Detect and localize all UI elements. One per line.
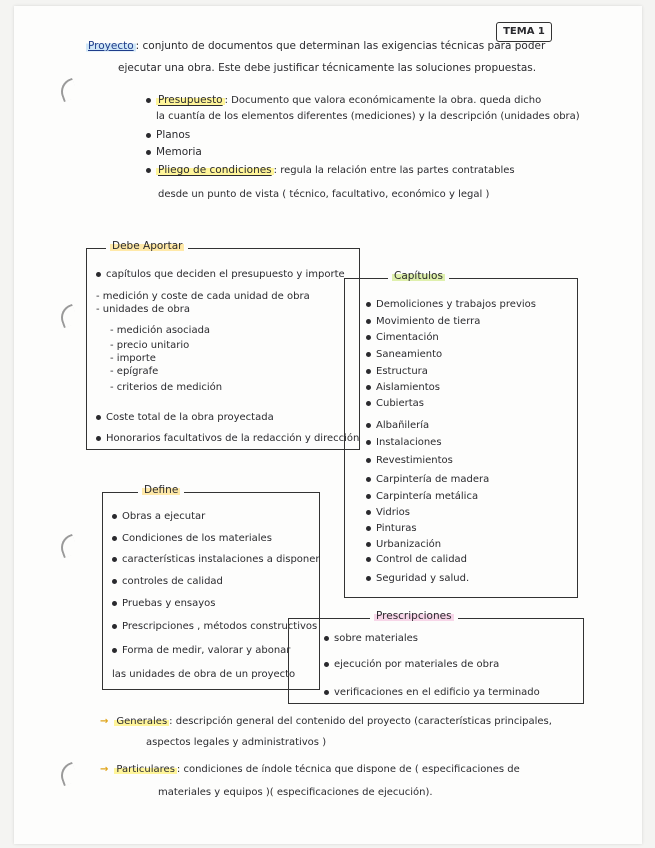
define-item xyxy=(112,553,320,566)
capitulo-label: Pinturas xyxy=(376,523,417,534)
presupuesto-definition: : Documento que valora económicamente la obra. queda dicho xyxy=(224,95,542,106)
ring-hole-mark xyxy=(57,534,79,558)
proyecto-definition: : conjunto de documentos que determinan las exigencias técnicas para poder xyxy=(135,40,546,52)
debe-aportar-item-2a: - medición y coste de cada unidad de obra xyxy=(96,291,310,302)
capitulo-item xyxy=(366,381,440,394)
prescripciones-title xyxy=(370,610,458,623)
memoria-item xyxy=(146,146,202,159)
capitulo-item xyxy=(366,506,410,519)
define-item xyxy=(112,575,223,588)
debe-aportar-subitem: - importe xyxy=(110,353,156,364)
presupuesto-term: Presupuesto xyxy=(158,94,223,106)
ring-hole-mark xyxy=(57,78,79,102)
capitulo-item xyxy=(366,522,417,535)
define-item-label: Obras a ejecutar xyxy=(122,511,206,522)
bullet-dot xyxy=(96,415,101,420)
bullet-dot xyxy=(366,576,371,581)
particulares-line-2: materiales y equipos )( especificaciones de ejecución). xyxy=(158,787,433,798)
bullet-dot xyxy=(112,557,117,562)
bullet-dot xyxy=(112,601,117,606)
bullet-dot xyxy=(96,436,101,441)
define-last-line: las unidades de obra de un proyecto xyxy=(112,669,296,680)
capitulo-label: Vidrios xyxy=(376,507,410,518)
capitulo-item xyxy=(366,348,442,361)
particulares-definition: : condiciones de índole técnica que dispone de ( especificaciones de xyxy=(176,764,520,775)
capitulo-label: Saneamiento xyxy=(376,349,443,360)
prescripcion-label: sobre materiales xyxy=(334,633,418,644)
define-item xyxy=(112,620,317,633)
debe-aportar-item-3 xyxy=(96,411,274,424)
capitulo-item xyxy=(366,436,442,449)
bullet-dot xyxy=(112,514,117,519)
capitulo-item xyxy=(366,490,478,503)
capitulos-title xyxy=(388,270,449,283)
pliego-item xyxy=(146,164,515,177)
pliego-definition: : regula la relación entre las partes contratables xyxy=(273,165,515,176)
bullet-dot xyxy=(366,526,371,531)
bullet-dot xyxy=(366,302,371,307)
notebook-page xyxy=(14,6,642,844)
memoria-label: Memoria xyxy=(156,146,202,158)
debe-aportar-title xyxy=(106,240,188,253)
bullet-dot xyxy=(324,636,329,641)
bullet-dot xyxy=(366,510,371,515)
define-title-text: Define xyxy=(144,484,179,496)
capitulo-label: Urbanización xyxy=(376,539,442,550)
capitulo-item xyxy=(366,365,428,378)
bullet-dot xyxy=(366,385,371,390)
pliego-line-2: desde un punto de vista ( técnico, facultativo, económico y legal ) xyxy=(158,189,490,200)
bullet-dot xyxy=(366,458,371,463)
topic-badge: TEMA 1 xyxy=(496,22,552,42)
bullet-dot xyxy=(366,369,371,374)
bullet-dot xyxy=(146,133,151,138)
prescripcion-item xyxy=(324,632,418,645)
define-item-label: controles de calidad xyxy=(122,576,223,587)
bullet-dot xyxy=(366,542,371,547)
generales-line-1 xyxy=(100,715,552,728)
proyecto-term: Proyecto xyxy=(88,40,134,52)
arrow-right-icon: → xyxy=(100,764,109,775)
planos-item xyxy=(146,129,190,142)
capitulo-item xyxy=(366,553,467,566)
define-item-label: Condiciones de los materiales xyxy=(122,533,272,544)
particulares-term: Particulares xyxy=(116,764,175,775)
debe-aportar-subitem: - precio unitario xyxy=(110,340,190,351)
debe-aportar-item-4 xyxy=(96,432,359,445)
generales-term: Generales xyxy=(116,716,168,727)
bullet-dot xyxy=(366,440,371,445)
generales-definition: : descripción general del contenido del proyecto (características principales, xyxy=(169,716,552,727)
bullet-dot xyxy=(366,494,371,499)
bullet-dot xyxy=(112,624,117,629)
capitulo-label: Seguridad y salud. xyxy=(376,573,470,584)
capitulo-label: Demoliciones y trabajos previos xyxy=(376,299,536,310)
capitulo-label: Aislamientos xyxy=(376,382,440,393)
debe-aportar-item-1-text: capítulos que deciden el presupuesto y importe xyxy=(106,269,345,280)
capitulo-label: Carpintería de madera xyxy=(376,474,490,485)
prescripcion-item xyxy=(324,658,499,671)
capitulo-item xyxy=(366,315,480,328)
presupuesto-line-2: la cuantía de los elementos diferentes (mediciones) y la descripción (unidades obra) xyxy=(156,111,580,122)
bullet-dot xyxy=(366,477,371,482)
capitulo-item xyxy=(366,298,536,311)
debe-aportar-subitem: - epígrafe xyxy=(110,366,159,377)
bullet-dot xyxy=(366,352,371,357)
proyecto-line-1 xyxy=(86,40,545,53)
define-item-label: Forma de medir, valorar y abonar xyxy=(122,645,291,656)
debe-aportar-item-2b: - unidades de obra xyxy=(96,304,190,315)
capitulo-label: Estructura xyxy=(376,366,428,377)
prescripcion-label: ejecución por materiales de obra xyxy=(334,659,500,670)
capitulo-item xyxy=(366,572,469,585)
bullet-dot xyxy=(366,557,371,562)
bullet-dot xyxy=(324,690,329,695)
bullet-dot xyxy=(96,272,101,277)
generales-line-2: aspectos legales y administrativos ) xyxy=(146,737,327,748)
pliego-term: Pliego de condiciones xyxy=(158,164,272,176)
capitulo-item xyxy=(366,473,489,486)
capitulo-item xyxy=(366,454,453,467)
ring-hole-mark xyxy=(57,762,79,786)
bullet-dot xyxy=(146,98,151,103)
define-item xyxy=(112,644,290,657)
prescripcion-label: verificaciones en el edificio ya terminado xyxy=(334,687,540,698)
capitulo-label: Cimentación xyxy=(376,332,439,343)
capitulo-label: Carpintería metálica xyxy=(376,491,479,502)
capitulo-item xyxy=(366,538,441,551)
bullet-dot xyxy=(366,335,371,340)
capitulo-label: Control de calidad xyxy=(376,554,468,565)
bullet-dot xyxy=(146,168,151,173)
capitulo-label: Instalaciones xyxy=(376,437,442,448)
bullet-dot xyxy=(366,423,371,428)
define-item-label: características instalaciones a disponer xyxy=(122,554,320,565)
bullet-dot xyxy=(112,579,117,584)
planos-label: Planos xyxy=(156,129,191,141)
capitulo-label: Cubiertas xyxy=(376,398,424,409)
debe-aportar-subitem: - medición asociada xyxy=(110,325,211,336)
bullet-dot xyxy=(112,536,117,541)
debe-aportar-item-4-text: Honorarios facultativos de la redacción y dirección xyxy=(106,433,360,444)
capitulo-item xyxy=(366,397,424,410)
presupuesto-item xyxy=(146,94,541,107)
debe-aportar-title-text: Debe Aportar xyxy=(112,240,183,252)
capitulo-label: Movimiento de tierra xyxy=(376,316,481,327)
debe-aportar-item-3-text: Coste total de la obra proyectada xyxy=(106,412,274,423)
define-item xyxy=(112,532,272,545)
define-item-label: Pruebas y ensayos xyxy=(122,598,216,609)
bullet-dot xyxy=(112,648,117,653)
capitulo-label: Revestimientos xyxy=(376,455,453,466)
ring-hole-mark xyxy=(57,304,79,328)
bullet-dot xyxy=(146,150,151,155)
bullet-dot xyxy=(366,319,371,324)
debe-aportar-subitem: - criterios de medición xyxy=(110,382,223,393)
proyecto-line-2: ejecutar una obra. Este debe justificar técnicamente las soluciones propuestas. xyxy=(118,62,537,74)
capitulo-item xyxy=(366,419,429,432)
bullet-dot xyxy=(366,401,371,406)
define-title xyxy=(138,484,184,497)
prescripciones-title-text: Prescripciones xyxy=(376,610,452,622)
define-item xyxy=(112,510,205,523)
define-item xyxy=(112,597,216,610)
particulares-line-1 xyxy=(100,763,520,776)
define-item-label: Prescripciones , métodos constructivos xyxy=(122,621,318,632)
capitulo-item xyxy=(366,331,439,344)
arrow-right-icon: → xyxy=(100,716,109,727)
bullet-dot xyxy=(324,662,329,667)
capitulo-label: Albañilería xyxy=(376,420,430,431)
prescripcion-item xyxy=(324,686,540,699)
capitulos-title-text: Capítulos xyxy=(394,270,443,282)
debe-aportar-item-1 xyxy=(96,268,345,281)
